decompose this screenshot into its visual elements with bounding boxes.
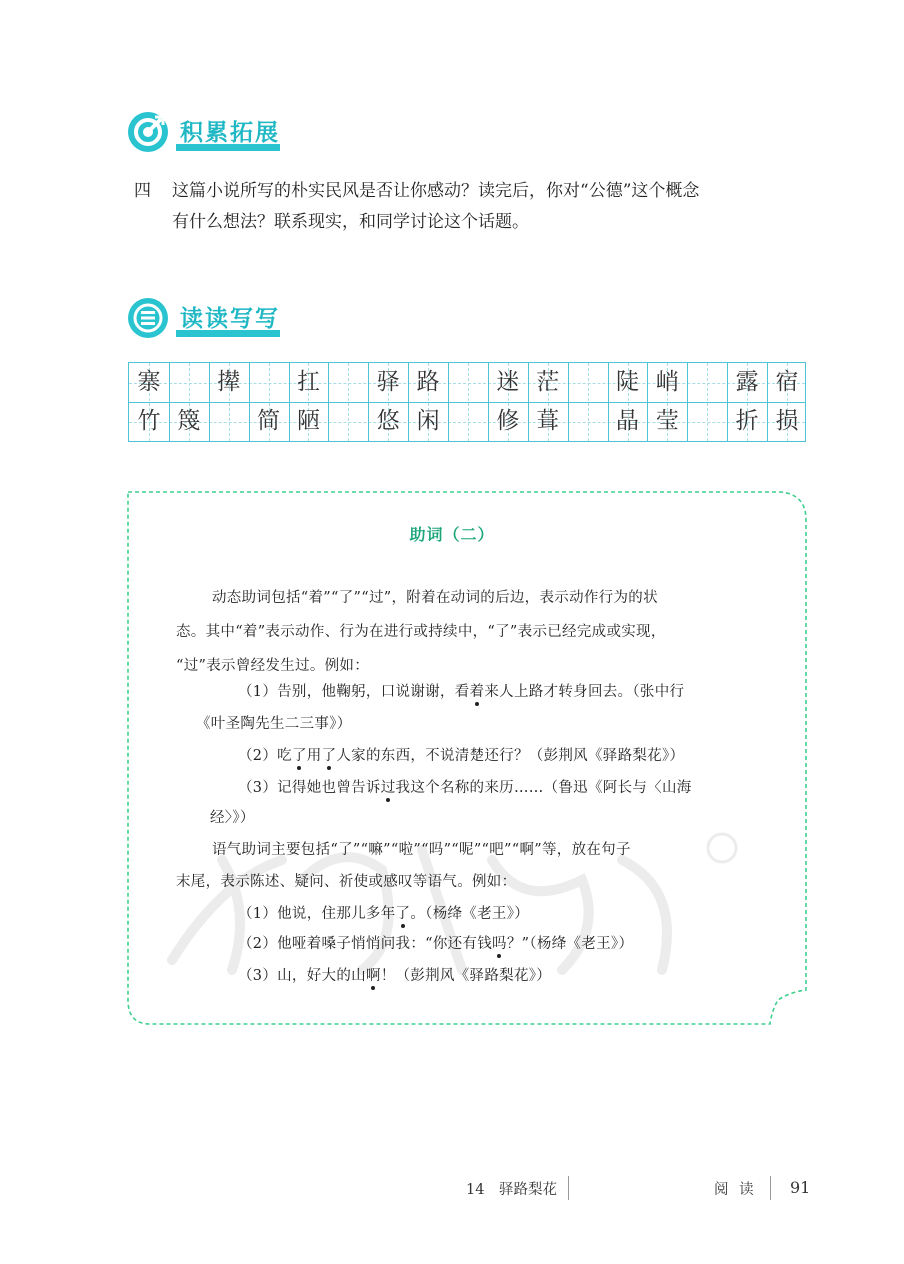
grid-character: 陡 — [616, 369, 640, 395]
para1-line2: 态。其中“着”表示动作、行为在进行或持续中，“了”表示已经完成或实现， — [176, 624, 666, 640]
grid-character: 葺 — [536, 408, 560, 434]
box-title: 助词（二） — [409, 525, 495, 544]
grid-character: 晶 — [616, 408, 640, 434]
footer-separator — [770, 1176, 771, 1200]
grid-character: 竹 — [137, 408, 161, 434]
example-4: （1）他说，住那儿多年了。（杨绛《老王》） — [238, 906, 530, 922]
page-number: 91 — [790, 1178, 811, 1197]
example-1-line2: 《叶圣陶先生二三事》） — [196, 716, 352, 732]
example-1: （1）告别，他鞠躬，口说谢谢，看着来人上路才转身回去。（张中行 — [238, 684, 685, 700]
example-6: （3）山，好大的山啊！（彭荆风《驿路梨花》） — [238, 968, 552, 984]
question-line-1: 这篇小说所写的朴实民风是否让你感动？读完后，你对“公德”这个概念 — [172, 181, 700, 201]
example-5: （2）他哑着嗓子悄悄问我：“你还有钱吗？”（杨绛《老王》） — [238, 936, 634, 952]
grid-character: 寨 — [137, 369, 161, 395]
example-3: （3）记得她也曾告诉过我这个名称的来历……（鲁迅《阿长与〈山海 — [238, 780, 692, 796]
grid-character: 莹 — [655, 408, 679, 434]
section-title: 积累拓展 — [180, 120, 280, 146]
grid-character: 折 — [735, 408, 759, 434]
grid-character: 篾 — [177, 408, 201, 434]
footer-lesson: 14 驿路梨花 — [466, 1182, 557, 1198]
grid-character: 损 — [775, 408, 799, 434]
para1-line1: 动态助词包括“着”“了”“过”，附着在动词的后边，表示动作行为的状 — [212, 590, 658, 606]
grid-character: 峭 — [655, 369, 679, 395]
example-3-line2: 经〉》） — [210, 810, 255, 826]
section-title: 读读写写 — [180, 306, 280, 332]
grid-character: 陋 — [296, 408, 320, 434]
para1-line3: “过”表示曾经发生过。例如： — [176, 658, 370, 674]
grid-character: 茫 — [536, 369, 560, 395]
grid-character: 驿 — [376, 369, 400, 395]
example-2: （2）吃了用了人家的东西，不说清楚还行？（彭荆风《驿路梨花》） — [238, 748, 685, 764]
grid-character: 修 — [496, 408, 520, 434]
grid-character: 闲 — [416, 408, 440, 434]
footer-category: 阅 读 — [714, 1182, 757, 1198]
grid-character: 简 — [257, 408, 281, 434]
para2-line1: 语气助词主要包括“了”“嘛”“啦”“吗”“呢”“吧”“啊”等，放在句子 — [212, 842, 631, 858]
grid-character: 扛 — [296, 369, 320, 395]
grid-character: 悠 — [376, 408, 400, 434]
grid-character: 迷 — [496, 369, 520, 395]
question-line-2: 有什么想法？联系现实，和同学讨论这个话题。 — [172, 212, 529, 232]
question-number: 四 — [134, 181, 151, 201]
grid-character: 露 — [735, 369, 759, 395]
grid-character: 路 — [416, 369, 440, 395]
grid-character: 宿 — [775, 369, 799, 395]
grid-character: 撵 — [217, 369, 241, 395]
para2-line2: 末尾，表示陈述、疑问、祈使或感叹等语气。例如： — [176, 874, 517, 890]
footer-separator — [568, 1176, 569, 1200]
